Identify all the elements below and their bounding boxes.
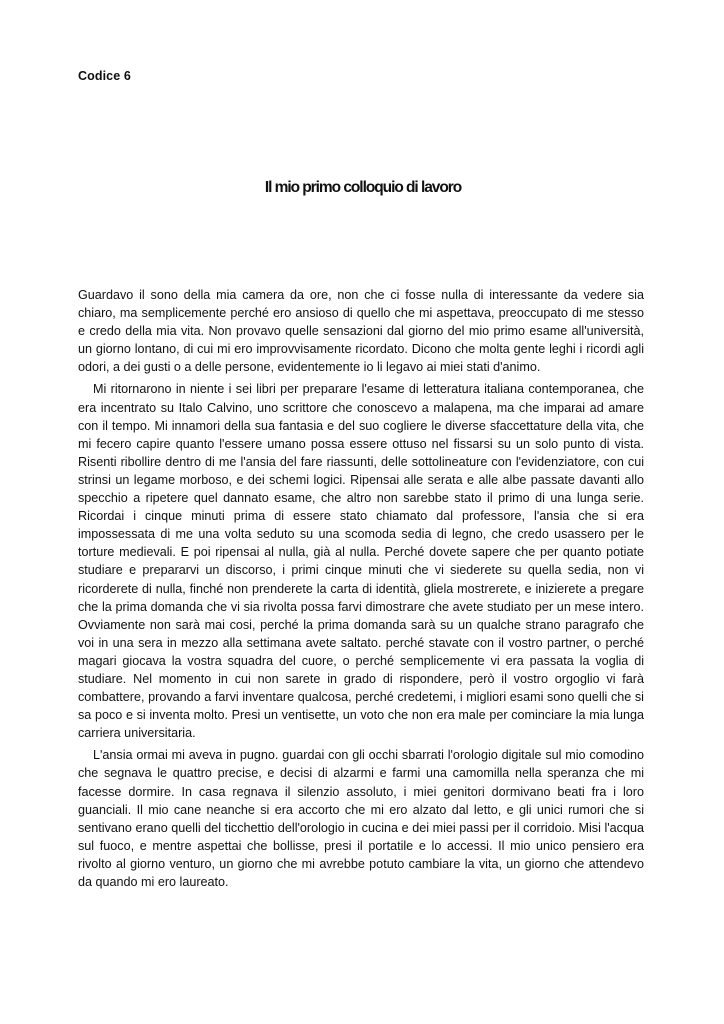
- document-body: [78, 286, 644, 891]
- document-title: Il mio primo colloquio di lavoro: [264, 179, 462, 196]
- paragraph-1: Guardavo il sono della mia camera da ore, non che ci fosse nulla di interessante da vedere sia chiaro, ma semplicemente perché ero ansioso di quello che mi aspettava, preoccupato di me stesso e credo della mia vita. Non provavo quelle sensazioni dal giorno del mio primo esame all'università, un giorno lontano, di cui mi ero improvvisamente ricordato. Dicono che molta gente leghi i ricordi agli odori, a dei gusti o a delle persone, evidentemente io li legavo ai miei stati d'animo.: [78, 288, 644, 375]
- paragraph-2: Mi ritornarono in niente i sei libri per preparare l'esame di letteratura italiana contemporanea, che era incentrato su Italo Calvino, uno scrittore che conoscevo a malapena, ma che imparai ad amare con il tempo. Mi innamori della sua fantasia e del suo cogliere le diverse sfaccettature della vita, che mi fecero capire quanto l'essere umano possa essere ottuso nel fissarsi su un solo punto di vista. Risenti ribollire dentro di me l'ansia del fare riassunti, delle sottolineature con l'evidenziatore, con cui strinsi un legame morboso, e dei schemi logici. Ripensai alle serata e alle albe passate davanti allo specchio a ripetere quel dannato esame, che altro non sarebbe stato il primo di una lunga serie. Ricordai i cinque minuti prima di essere stato chiamato dal professore, l'ansia che si era impossessata di me una volta seduto su una scomoda sedia di legno, che credo usassero per le torture medievali. E poi ripensai al nulla, già al nulla. Perché dovete sapere che per quanto potiate studiare e prepararvi un discorso, i primi cinque minuti che vi siederete su quella sedia, non vi ricorderete di nulla, finché non prenderete la carta di identità, gliela mostrerete, e inizierete a pregare che la prima domanda che vi sia rivolta possa farvi dimostrare che avete studiato per un mese intero. Ovviamente non sarà mai cosi, perché la prima domanda sarà su un qualche strano paragrafo che voi in una sera in mezzo alla settimana avete saltato. perché stavate con il vostro partner, o perché magari giocava la vostra squadra del cuore, o perché semplicemente vi era passata la voglia di studiare. Nel momento in cui non sarete in grado di rispondere, però il vostro orgoglio vi farà combattere, provando a farvi inventare qualcosa, perché credetemi, i migliori esami sono quelli che si sa poco e si inventa molto. Presi un ventisette, un voto che non era male per cominciare la mia lunga carriera universitaria.: [78, 382, 644, 741]
- code-label: Codice 6: [78, 69, 131, 83]
- paragraph-3: L'ansia ormai mi aveva in pugno. guardai con gli occhi sbarrati l'orologio digitale sul mio comodino che segnava le quattro precise, e decisi di alzarmi e farmi una camomilla nella speranza che mi facesse dormire. In casa regnava il silenzio assoluto, i miei genitori dormivano beati fra i loro guanciali. Il mio cane neanche si era accorto che mi ero alzato dal letto, e gli unici rumori che si sentivano erano quelli del ticchettio dell'orologio in cucina e dei miei passi per il corridoio. Misi l'acqua sul fuoco, e mentre aspettai che bollisse, presi il portatile e lo accessi. Il mio unico pensiero era rivolto al giorno venturo, un giorno che mi avrebbe potuto cambiare la vita, un giorno che attendevo da quando mi ero laureato.: [78, 748, 644, 889]
